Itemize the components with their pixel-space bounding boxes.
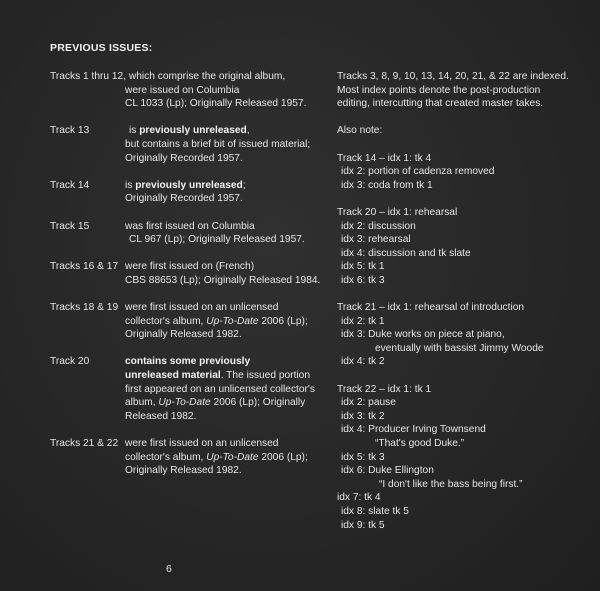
index-line: idx 4: discussion and tk slate	[341, 247, 471, 259]
page-heading: PREVIOUS ISSUES:	[50, 42, 153, 54]
issue-text-line: Originally Released 1982.	[125, 329, 242, 341]
issue-text	[122, 179, 320, 206]
unreleased-emphasis: previously unreleased	[139, 125, 247, 137]
index-line: idx 3: Duke works on piece at piano,	[341, 329, 505, 341]
album-title: Up-To-Date	[206, 451, 259, 463]
issue-text-fragment: ,	[246, 125, 250, 137]
index-line: idx 6: Duke Ellington	[341, 465, 434, 477]
issue-text-line: were issued on Columbia	[125, 84, 240, 96]
index-line: idx 4: Producer Irving Townsend	[341, 424, 486, 436]
issue-text-fragment: is	[125, 179, 136, 191]
index-notes	[337, 70, 569, 546]
issue-text-fragment: 2006 (Lp); Originally	[210, 397, 306, 409]
issue-text-line	[122, 369, 320, 383]
issue-text-line: first appeared on an unlicensed collector's	[125, 383, 315, 395]
index-line: idx 2: portion of cadenza removed	[341, 166, 495, 178]
issue-label: Track 20	[50, 356, 90, 368]
index-line: idx 3: coda from tk 1	[341, 179, 433, 191]
issue-text-line: Originally Released 1982.	[125, 465, 242, 477]
issue-first-line	[50, 70, 320, 84]
issue-entry-tracks-16-17	[50, 260, 320, 287]
index-line: idx 2: pause	[341, 397, 396, 409]
issue-text	[122, 220, 320, 247]
intro-line: editing, intercutting that created master takes.	[337, 98, 544, 110]
issue-entry-track-20	[50, 355, 320, 423]
index-group-head: Track 21 – idx 1: rehearsal of introduction	[337, 302, 525, 314]
index-group-track-22	[337, 383, 562, 533]
issue-label: Track 14	[50, 179, 90, 191]
issue-entry-tracks-21-22	[50, 437, 320, 478]
issue-text-line: but contains a brief bit of issued material;	[125, 138, 311, 150]
issue-text-line: Released 1982.	[125, 410, 197, 422]
issue-text-line: CL 1033 (Lp); Originally Released 1957.	[125, 98, 307, 110]
issue-label: Tracks 18 & 19	[50, 302, 119, 314]
issue-text-fragment: collector's album,	[125, 315, 207, 327]
index-group-head: Track 20 – idx 1: rehearsal	[337, 206, 458, 218]
issue-text-line	[122, 124, 320, 138]
issue-text-line: , which comprise the original album,	[123, 71, 286, 82]
issue-label: Tracks 1 thru 12	[50, 71, 124, 82]
issue-text-line	[122, 451, 320, 465]
issue-entry-tracks-1-12	[50, 70, 320, 111]
issue-text-line	[122, 315, 320, 329]
issue-text-fragment: collector's album,	[125, 451, 207, 463]
issue-text-fragment: ;	[242, 179, 246, 191]
issue-entry-track-15	[50, 220, 320, 247]
issue-entry-track-13	[50, 124, 320, 165]
index-line: idx 3: rehearsal	[341, 234, 411, 246]
issue-text-fragment: 2006 (Lp);	[258, 315, 308, 327]
intro-line: Most index points denote the post-production	[337, 84, 541, 96]
index-line: idx 5: tk 1	[341, 261, 385, 273]
issue-text-fragment: is	[129, 125, 140, 137]
issue-text-fragment: . The issued portion	[220, 370, 310, 382]
also-note-label: Also note:	[337, 125, 383, 137]
index-line-continued: “That's good Duke.”	[375, 438, 465, 450]
unreleased-emphasis: unreleased material	[125, 370, 221, 382]
index-line: idx 3: tk 2	[341, 410, 385, 422]
index-group-head: Track 22 – idx 1: tk 1	[337, 383, 432, 395]
index-line: idx 2: tk 1	[341, 315, 385, 327]
page-number: 6	[166, 563, 172, 575]
index-line: idx 5: tk 3	[341, 451, 385, 463]
issue-label: Tracks 21 & 22	[50, 438, 119, 450]
index-line: idx 4: tk 2	[341, 356, 385, 368]
index-line: idx 6: tk 3	[341, 274, 385, 286]
issue-text-line: CBS 88653 (Lp); Originally Released 1984.	[125, 274, 321, 286]
issue-text	[122, 355, 320, 423]
index-line: idx 9: tk 5	[341, 519, 385, 531]
issue-text-line: were first issued on an unlicensed	[125, 302, 279, 314]
album-title: Up-To-Date	[158, 397, 211, 409]
issue-text-line: CL 967 (Lp); Originally Released 1957.	[129, 234, 305, 246]
issue-text-fragment: album,	[125, 397, 159, 409]
issue-text	[122, 260, 320, 287]
index-line-continued: “I don't like the bass being first.”	[379, 478, 523, 490]
index-line-continued: eventually with bassist Jimmy Woode	[375, 342, 544, 354]
index-group-track-14	[337, 152, 562, 193]
issue-label: Track 13	[50, 125, 90, 137]
issue-text-line	[122, 396, 320, 410]
issue-text-line: were first issued on (French)	[125, 261, 255, 273]
issue-label: Tracks 16 & 17	[50, 261, 119, 273]
index-group-head: Track 14 – idx 1: tk 4	[337, 152, 432, 164]
index-line: idx 2: discussion	[341, 220, 416, 232]
issue-text	[122, 301, 320, 342]
index-line: idx 7: tk 4	[337, 492, 381, 504]
intro-line: Tracks 3, 8, 9, 10, 13, 14, 20, 21, & 22 are indexed.	[337, 71, 569, 82]
index-group-track-20	[337, 206, 562, 288]
issue-text-line	[122, 179, 320, 193]
unreleased-emphasis: contains some previously	[125, 356, 251, 368]
issue-text	[122, 84, 320, 111]
issue-text-line: were first issued on an unlicensed	[125, 438, 279, 450]
index-line: idx 8: slate tk 5	[341, 506, 409, 517]
index-intro	[337, 70, 569, 111]
issue-text-line: Originally Recorded 1957.	[125, 152, 243, 164]
album-title: Up-To-Date	[206, 315, 259, 327]
issue-entry-track-14	[50, 179, 320, 206]
unreleased-emphasis: previously unreleased	[135, 179, 243, 191]
issue-entry-tracks-18-19	[50, 301, 320, 342]
issue-text	[122, 124, 320, 165]
issue-label: Track 15	[50, 220, 90, 232]
index-group-track-21	[337, 301, 562, 369]
previous-issues-list	[50, 70, 320, 491]
issue-text-fragment: 2006 (Lp);	[258, 451, 308, 463]
issue-text-line: Originally Recorded 1957.	[125, 193, 243, 205]
issue-text	[122, 437, 320, 478]
issue-text-line: was first issued on Columbia	[125, 220, 255, 232]
